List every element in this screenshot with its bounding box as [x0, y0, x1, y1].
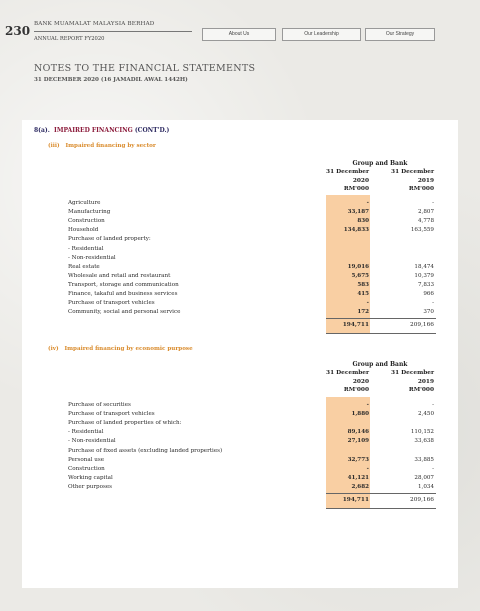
row-value-2019: 33,638 [414, 438, 434, 445]
column-2020-date: 31 December [326, 169, 369, 175]
row-label: Purchase of transport vehicles [68, 411, 155, 418]
row-value-2019: 2,450 [417, 411, 434, 418]
column-2019-header [391, 168, 434, 194]
nav-our-strategy[interactable]: Our Strategy [365, 28, 435, 41]
row-value-2019: 33,885 [414, 456, 434, 463]
column-2020-unit: RM'000 [343, 186, 369, 192]
table-row [0, 245, 480, 253]
row-value-2020: 32,773 [347, 456, 369, 463]
table-row [0, 308, 480, 316]
row-label: Purchase of securities [68, 402, 131, 408]
table-row [0, 483, 480, 491]
row-value-2020: 5,675 [351, 272, 369, 279]
column-2020-year: 2020 [352, 177, 369, 184]
table-row [0, 272, 480, 280]
row-label: Agriculture [68, 200, 101, 206]
sector-total-rule-top [326, 318, 436, 319]
table-row [0, 447, 480, 455]
row-label: Household [68, 227, 99, 234]
row-value-2019: - [432, 300, 434, 307]
table-row [0, 299, 480, 307]
row-value-2020: 830 [357, 218, 369, 225]
row-label: Wholesale and retail and restaurant [68, 272, 171, 279]
table-row [0, 401, 480, 409]
table-row [0, 474, 480, 482]
row-value-2020: 89,146 [347, 429, 369, 436]
row-label: Construction [68, 465, 105, 472]
row-value-2019: 966 [423, 291, 434, 297]
row-value-2019: 28,007 [414, 474, 434, 481]
table-sector-heading: (iii) Impaired financing by sector [48, 143, 156, 149]
row-value-2020: 33,187 [347, 209, 369, 216]
column-2019-year: 2019 [417, 177, 434, 184]
column-2020-unit-2: RM'000 [343, 387, 369, 393]
column-2020-header [326, 168, 369, 194]
report-name: ANNUAL REPORT FY2020 [34, 36, 105, 42]
row-value-2020: 172 [357, 309, 369, 316]
table-row [0, 263, 480, 271]
row-label: Transport, storage and communication [68, 281, 179, 288]
row-label: - Non-residential [68, 438, 116, 445]
row-value-2019: 110,152 [410, 429, 434, 436]
row-value-2020: 134,833 [343, 227, 369, 234]
header-rule [34, 31, 192, 32]
table-row [0, 437, 480, 445]
row-value-2019: 7,833 [417, 281, 434, 288]
row-value-2019: 1,034 [417, 483, 434, 490]
row-value-2019: - [432, 465, 434, 472]
page-subtitle: 31 DECEMBER 2020 (16 JAMADIL AWAL 1442H) [34, 77, 188, 83]
row-label: Other purposes [68, 483, 113, 490]
table-row [0, 254, 480, 262]
row-value-2019: 370 [423, 309, 434, 316]
table-row [0, 208, 480, 216]
row-value-2019: - [432, 402, 434, 408]
row-value-2020: 19,016 [347, 263, 369, 270]
purpose-total-2020: 194,711 [342, 497, 369, 503]
table-row [0, 281, 480, 289]
purpose-total-2019: 209,166 [410, 497, 434, 503]
table-row [0, 217, 480, 225]
row-label: Working capital [68, 474, 113, 481]
column-2019-unit-2: RM'000 [408, 387, 434, 393]
row-value-2020: - [366, 465, 369, 472]
column-2019-year-2: 2019 [417, 378, 434, 385]
page-number: 230 [5, 24, 31, 38]
column-2020-year-2: 2020 [352, 378, 369, 385]
sector-total-2020: 194,711 [342, 322, 369, 328]
sector-total-2019: 209,166 [410, 322, 434, 328]
row-value-2020: 1,880 [351, 411, 369, 418]
table-row [0, 456, 480, 464]
row-value-2020: - [366, 300, 369, 307]
row-label: Purchase of fixed assets (excluding landed properties) [68, 447, 223, 454]
table-row [0, 428, 480, 436]
column-2019-date-2: 31 December [391, 370, 434, 376]
row-value-2020: 41,121 [347, 474, 369, 481]
column-2020-date-2: 31 December [326, 370, 369, 376]
table-row [0, 290, 480, 298]
nav-our-leadership[interactable]: Our Leadership [282, 28, 361, 41]
table-row [0, 199, 480, 207]
bank-name: BANK MUAMALAT MALAYSIA BERHAD [34, 21, 155, 27]
table-row [0, 465, 480, 473]
row-label: Purchase of landed property: [68, 236, 151, 243]
purpose-total-rule-top [326, 493, 436, 494]
row-value-2020: 27,109 [347, 438, 369, 445]
row-value-2019: 4,778 [417, 218, 434, 225]
table-row [0, 410, 480, 418]
row-value-2020: 583 [357, 281, 369, 288]
section-heading [34, 127, 169, 134]
row-label: Real estate [68, 263, 100, 270]
row-value-2019: 2,807 [417, 209, 434, 216]
row-label: Community, social and personal service [68, 309, 181, 316]
row-value-2020: - [366, 402, 369, 408]
row-label: - Non-residential [68, 254, 116, 261]
row-value-2019: 163,559 [410, 227, 434, 234]
row-value-2019: 18,474 [414, 263, 434, 270]
sector-total-rule-bottom [326, 333, 436, 334]
row-label: - Residential [68, 429, 104, 436]
column-2019-header-2 [391, 369, 434, 395]
row-label: Manufacturing [68, 209, 111, 216]
section-suffix: (CONT'D.) [134, 127, 170, 134]
row-label: Personal use [68, 456, 105, 463]
page-title: NOTES TO THE FINANCIAL STATEMENTS [34, 63, 256, 74]
row-value-2020: 415 [357, 291, 369, 297]
row-value-2019: 10,379 [414, 272, 434, 279]
row-label: Purchase of transport vehicles [68, 300, 155, 307]
section-number: 8(a). [34, 127, 50, 134]
row-label: - Residential [68, 245, 104, 252]
nav-about-us[interactable]: About Us [202, 28, 276, 41]
column-2019-unit: RM'000 [408, 186, 434, 192]
section-name: IMPAIRED FINANCING [54, 127, 133, 134]
table-row [0, 226, 480, 234]
row-value-2020: 2,682 [351, 483, 369, 490]
row-label: Purchase of landed properties of which: [68, 420, 182, 427]
table-purpose-heading: (iv) Impaired financing by economic purpose [48, 346, 193, 352]
column-2019-date: 31 December [391, 169, 434, 175]
column-group-label-2: Group and Bank [352, 361, 408, 368]
column-2020-header-2 [326, 369, 369, 395]
row-label: Construction [68, 218, 105, 225]
table-row [0, 419, 480, 427]
table-row [0, 235, 480, 243]
row-value-2020: - [366, 200, 369, 206]
column-group-label: Group and Bank [352, 160, 408, 167]
row-label: Finance, takaful and business services [68, 291, 178, 297]
row-value-2019: - [432, 200, 434, 206]
purpose-total-rule-bottom [326, 508, 436, 509]
